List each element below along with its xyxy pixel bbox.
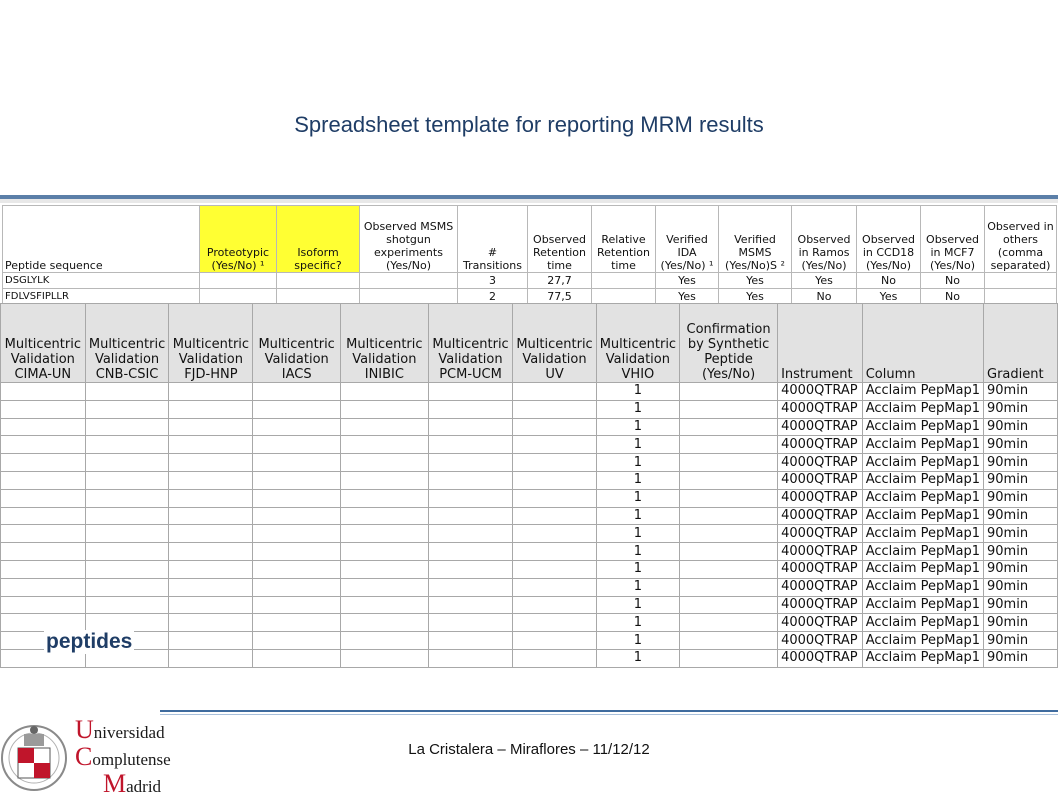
validation-cell[interactable]: Acclaim PepMap1 bbox=[862, 560, 983, 578]
validation-cell[interactable] bbox=[513, 525, 596, 543]
validation-cell[interactable] bbox=[1, 525, 86, 543]
peptide-cell[interactable]: Yes bbox=[792, 273, 857, 289]
validation-cell[interactable] bbox=[341, 543, 429, 561]
validation-cell[interactable]: 4000QTRAP bbox=[778, 632, 863, 650]
validation-cell[interactable] bbox=[1, 578, 86, 596]
validation-cell[interactable] bbox=[513, 507, 596, 525]
peptide-table bbox=[2, 205, 1057, 305]
validation-cell[interactable] bbox=[341, 632, 429, 650]
validation-cell[interactable] bbox=[85, 400, 169, 418]
validation-cell[interactable]: 4000QTRAP bbox=[778, 471, 863, 489]
validation-cell[interactable] bbox=[428, 614, 513, 632]
validation-cell[interactable] bbox=[428, 489, 513, 507]
validation-cell[interactable] bbox=[85, 454, 169, 472]
validation-cell[interactable]: 1 bbox=[596, 436, 679, 454]
validation-cell[interactable]: 1 bbox=[596, 383, 679, 401]
validation-cell[interactable] bbox=[513, 560, 596, 578]
validation-cell[interactable] bbox=[169, 596, 253, 614]
validation-cell[interactable] bbox=[253, 471, 341, 489]
validation-cell[interactable]: 1 bbox=[596, 400, 679, 418]
validation-cell[interactable] bbox=[513, 543, 596, 561]
peptide-cell[interactable]: 77,5 bbox=[528, 289, 592, 305]
validation-cell[interactable] bbox=[169, 471, 253, 489]
validation-cell[interactable] bbox=[513, 471, 596, 489]
validation-cell[interactable]: 4000QTRAP bbox=[778, 578, 863, 596]
validation-cell[interactable] bbox=[169, 525, 253, 543]
validation-cell[interactable] bbox=[253, 400, 341, 418]
peptide-header-cell[interactable]: Proteotypic (Yes/No) ¹ bbox=[200, 206, 277, 273]
validation-header-cell[interactable]: Multicentric Validation FJD-HNP bbox=[169, 304, 253, 383]
validation-cell[interactable] bbox=[680, 383, 778, 401]
peptide-cell[interactable] bbox=[985, 273, 1057, 289]
validation-cell[interactable] bbox=[253, 596, 341, 614]
peptide-cell[interactable]: No bbox=[921, 273, 985, 289]
validation-cell[interactable]: 1 bbox=[596, 418, 679, 436]
validation-cell[interactable]: 4000QTRAP bbox=[778, 454, 863, 472]
validation-cell[interactable] bbox=[680, 489, 778, 507]
validation-cell[interactable] bbox=[1, 383, 86, 401]
validation-cell[interactable] bbox=[253, 578, 341, 596]
validation-cell[interactable] bbox=[680, 560, 778, 578]
validation-cell[interactable] bbox=[253, 543, 341, 561]
validation-cell[interactable] bbox=[1, 614, 86, 632]
validation-cell[interactable] bbox=[1, 560, 86, 578]
peptide-cell[interactable]: Yes bbox=[719, 289, 792, 305]
university-name bbox=[75, 715, 171, 799]
peptide-cell[interactable] bbox=[592, 273, 656, 289]
peptide-header-cell[interactable]: # Transitions bbox=[458, 206, 528, 273]
validation-header-cell[interactable]: Multicentric Validation CIMA-UN bbox=[1, 304, 86, 383]
validation-row bbox=[1, 418, 1058, 436]
validation-cell[interactable] bbox=[341, 649, 429, 667]
validation-cell[interactable] bbox=[253, 525, 341, 543]
validation-cell[interactable]: 1 bbox=[596, 525, 679, 543]
validation-cell[interactable] bbox=[169, 507, 253, 525]
validation-cell[interactable]: 90min bbox=[984, 596, 1058, 614]
peptide-cell[interactable]: Yes bbox=[656, 289, 719, 305]
peptide-header-cell[interactable]: Verified MSMS (Yes/No)S ² bbox=[719, 206, 792, 273]
validation-cell[interactable] bbox=[513, 400, 596, 418]
validation-table-header bbox=[1, 304, 1058, 383]
validation-cell[interactable] bbox=[85, 471, 169, 489]
validation-cell[interactable] bbox=[1, 400, 86, 418]
peptide-cell[interactable]: No bbox=[857, 273, 921, 289]
validation-cell[interactable]: Acclaim PepMap1 bbox=[862, 454, 983, 472]
peptide-cell[interactable]: Yes bbox=[656, 273, 719, 289]
validation-cell[interactable]: 90min bbox=[984, 578, 1058, 596]
validation-table bbox=[0, 303, 1058, 668]
validation-cell[interactable]: 90min bbox=[984, 614, 1058, 632]
validation-cell[interactable]: 90min bbox=[984, 489, 1058, 507]
validation-cell[interactable] bbox=[85, 489, 169, 507]
validation-cell[interactable] bbox=[428, 436, 513, 454]
validation-cell[interactable]: 1 bbox=[596, 489, 679, 507]
validation-cell[interactable] bbox=[680, 507, 778, 525]
validation-cell[interactable] bbox=[341, 560, 429, 578]
validation-cell[interactable] bbox=[1, 436, 86, 454]
validation-cell[interactable] bbox=[1, 596, 86, 614]
validation-cell[interactable] bbox=[253, 614, 341, 632]
validation-cell[interactable]: Acclaim PepMap1 bbox=[862, 543, 983, 561]
validation-cell[interactable] bbox=[85, 436, 169, 454]
validation-cell[interactable] bbox=[169, 489, 253, 507]
validation-cell[interactable] bbox=[341, 507, 429, 525]
validation-row bbox=[1, 578, 1058, 596]
validation-cell[interactable]: Acclaim PepMap1 bbox=[862, 436, 983, 454]
validation-cell[interactable] bbox=[513, 632, 596, 650]
validation-cell[interactable] bbox=[428, 418, 513, 436]
peptide-table-header bbox=[3, 206, 1057, 273]
validation-header-cell[interactable]: Column bbox=[862, 304, 983, 383]
validation-cell[interactable]: 1 bbox=[596, 614, 679, 632]
validation-cell[interactable] bbox=[1, 454, 86, 472]
validation-header-cell[interactable]: Instrument bbox=[778, 304, 863, 383]
peptide-header-cell[interactable]: Verified IDA (Yes/No) ¹ bbox=[656, 206, 719, 273]
peptide-cell[interactable]: No bbox=[921, 289, 985, 305]
validation-cell[interactable] bbox=[341, 578, 429, 596]
validation-cell[interactable] bbox=[428, 560, 513, 578]
validation-cell[interactable] bbox=[1, 418, 86, 436]
university-line-3: Madrid bbox=[103, 769, 162, 798]
peptide-cell[interactable] bbox=[200, 273, 277, 289]
validation-cell[interactable] bbox=[169, 614, 253, 632]
validation-cell[interactable] bbox=[341, 471, 429, 489]
validation-cell[interactable]: Acclaim PepMap1 bbox=[862, 489, 983, 507]
validation-cell[interactable] bbox=[169, 543, 253, 561]
validation-cell[interactable] bbox=[169, 383, 253, 401]
validation-cell[interactable] bbox=[341, 525, 429, 543]
peptide-cell[interactable]: 27,7 bbox=[528, 273, 592, 289]
peptide-row bbox=[3, 273, 1057, 289]
validation-row bbox=[1, 632, 1058, 650]
peptide-cell[interactable]: 3 bbox=[458, 273, 528, 289]
validation-cell[interactable] bbox=[680, 596, 778, 614]
validation-cell[interactable]: 90min bbox=[984, 507, 1058, 525]
peptide-header-cell[interactable]: Relative Retention time bbox=[592, 206, 656, 273]
validation-cell[interactable] bbox=[253, 383, 341, 401]
validation-cell[interactable]: 90min bbox=[984, 454, 1058, 472]
peptide-cell[interactable]: Yes bbox=[719, 273, 792, 289]
validation-cell[interactable] bbox=[253, 560, 341, 578]
peptide-cell[interactable]: DSGLYLK bbox=[3, 273, 200, 289]
validation-cell[interactable] bbox=[341, 436, 429, 454]
peptide-cell[interactable]: FDLVSFIPLLR bbox=[3, 289, 200, 305]
validation-cell[interactable] bbox=[513, 649, 596, 667]
validation-cell[interactable] bbox=[253, 436, 341, 454]
validation-cell[interactable] bbox=[428, 578, 513, 596]
university-line-1: Universidad bbox=[75, 715, 165, 744]
validation-cell[interactable] bbox=[85, 418, 169, 436]
spreadsheet-bottom bbox=[0, 303, 1058, 668]
peptide-cell[interactable] bbox=[360, 273, 458, 289]
validation-cell[interactable]: Acclaim PepMap1 bbox=[862, 578, 983, 596]
footer-divider-light bbox=[160, 714, 1058, 715]
validation-cell[interactable] bbox=[513, 578, 596, 596]
peptide-header-cell[interactable]: Observed MSMS shotgun experiments (Yes/No) bbox=[360, 206, 458, 273]
validation-cell[interactable] bbox=[1, 471, 86, 489]
validation-cell[interactable] bbox=[428, 400, 513, 418]
validation-cell[interactable]: 4000QTRAP bbox=[778, 596, 863, 614]
validation-row bbox=[1, 454, 1058, 472]
validation-cell[interactable]: 4000QTRAP bbox=[778, 649, 863, 667]
validation-cell[interactable] bbox=[85, 578, 169, 596]
validation-cell[interactable] bbox=[253, 649, 341, 667]
validation-cell[interactable] bbox=[169, 436, 253, 454]
validation-cell[interactable]: Acclaim PepMap1 bbox=[862, 596, 983, 614]
validation-cell[interactable]: 1 bbox=[596, 507, 679, 525]
validation-header-cell[interactable]: Multicentric Validation PCM-UCM bbox=[428, 304, 513, 383]
validation-cell[interactable] bbox=[169, 418, 253, 436]
validation-cell[interactable] bbox=[253, 418, 341, 436]
peptide-header-cell[interactable]: Observed in MCF7 (Yes/No) bbox=[921, 206, 985, 273]
validation-cell[interactable]: 90min bbox=[984, 525, 1058, 543]
validation-row bbox=[1, 614, 1058, 632]
validation-cell[interactable]: 90min bbox=[984, 436, 1058, 454]
validation-row bbox=[1, 560, 1058, 578]
validation-row bbox=[1, 596, 1058, 614]
validation-cell[interactable] bbox=[513, 489, 596, 507]
validation-cell[interactable] bbox=[680, 632, 778, 650]
spreadsheet-top bbox=[0, 195, 1058, 304]
validation-cell[interactable] bbox=[428, 383, 513, 401]
validation-cell[interactable]: 4000QTRAP bbox=[778, 418, 863, 436]
validation-cell[interactable]: Acclaim PepMap1 bbox=[862, 632, 983, 650]
validation-cell[interactable] bbox=[253, 507, 341, 525]
validation-cell[interactable] bbox=[428, 649, 513, 667]
validation-cell[interactable] bbox=[85, 560, 169, 578]
validation-cell[interactable] bbox=[428, 543, 513, 561]
validation-cell[interactable]: 4000QTRAP bbox=[778, 436, 863, 454]
validation-cell[interactable]: Acclaim PepMap1 bbox=[862, 507, 983, 525]
validation-cell[interactable]: 1 bbox=[596, 543, 679, 561]
validation-cell[interactable]: 90min bbox=[984, 560, 1058, 578]
validation-cell[interactable]: Acclaim PepMap1 bbox=[862, 418, 983, 436]
validation-cell[interactable] bbox=[428, 596, 513, 614]
validation-cell[interactable]: 1 bbox=[596, 578, 679, 596]
validation-cell[interactable] bbox=[169, 560, 253, 578]
validation-cell[interactable]: 4000QTRAP bbox=[778, 383, 863, 401]
validation-cell[interactable]: 1 bbox=[596, 649, 679, 667]
validation-cell[interactable] bbox=[513, 418, 596, 436]
validation-cell[interactable] bbox=[680, 543, 778, 561]
validation-row bbox=[1, 471, 1058, 489]
validation-cell[interactable] bbox=[341, 596, 429, 614]
peptide-header-cell[interactable]: Observed Retention time bbox=[528, 206, 592, 273]
validation-header-cell[interactable]: Multicentric Validation INIBIC bbox=[341, 304, 429, 383]
validation-cell[interactable] bbox=[680, 578, 778, 596]
validation-cell[interactable] bbox=[513, 596, 596, 614]
validation-cell[interactable] bbox=[1, 543, 86, 561]
validation-cell[interactable] bbox=[85, 543, 169, 561]
validation-cell[interactable]: 1 bbox=[596, 454, 679, 472]
validation-cell[interactable]: 4000QTRAP bbox=[778, 507, 863, 525]
peptide-header-cell[interactable]: Observed in others (comma separated) bbox=[985, 206, 1057, 273]
spreadsheet-top-strip bbox=[0, 199, 1058, 203]
validation-row bbox=[1, 507, 1058, 525]
validation-cell[interactable] bbox=[680, 418, 778, 436]
validation-cell[interactable]: Acclaim PepMap1 bbox=[862, 471, 983, 489]
validation-row bbox=[1, 649, 1058, 667]
validation-cell[interactable] bbox=[341, 614, 429, 632]
validation-cell[interactable] bbox=[85, 525, 169, 543]
validation-header-cell[interactable]: Multicentric Validation UV bbox=[513, 304, 596, 383]
validation-cell[interactable] bbox=[85, 383, 169, 401]
validation-cell[interactable]: 4000QTRAP bbox=[778, 489, 863, 507]
validation-cell[interactable] bbox=[428, 471, 513, 489]
validation-cell[interactable] bbox=[341, 418, 429, 436]
validation-cell[interactable]: 90min bbox=[984, 649, 1058, 667]
validation-row bbox=[1, 543, 1058, 561]
validation-cell[interactable] bbox=[680, 614, 778, 632]
validation-cell[interactable]: 90min bbox=[984, 471, 1058, 489]
validation-cell[interactable] bbox=[428, 632, 513, 650]
validation-cell[interactable] bbox=[85, 614, 169, 632]
validation-cell[interactable] bbox=[253, 454, 341, 472]
validation-cell[interactable] bbox=[428, 507, 513, 525]
validation-header-cell[interactable]: Multicentric Validation VHIO bbox=[596, 304, 679, 383]
validation-cell[interactable]: 4000QTRAP bbox=[778, 525, 863, 543]
validation-cell[interactable] bbox=[341, 400, 429, 418]
validation-cell[interactable]: Acclaim PepMap1 bbox=[862, 400, 983, 418]
validation-row bbox=[1, 436, 1058, 454]
validation-cell[interactable]: Acclaim PepMap1 bbox=[862, 525, 983, 543]
validation-cell[interactable] bbox=[680, 400, 778, 418]
peptides-label: peptides bbox=[46, 630, 133, 653]
validation-cell[interactable]: 90min bbox=[984, 543, 1058, 561]
validation-row bbox=[1, 400, 1058, 418]
validation-cell[interactable] bbox=[169, 578, 253, 596]
validation-cell[interactable]: 4000QTRAP bbox=[778, 614, 863, 632]
validation-cell[interactable] bbox=[680, 471, 778, 489]
validation-cell[interactable]: 1 bbox=[596, 596, 679, 614]
validation-cell[interactable]: 90min bbox=[984, 400, 1058, 418]
validation-row bbox=[1, 525, 1058, 543]
validation-cell[interactable] bbox=[253, 632, 341, 650]
validation-cell[interactable] bbox=[428, 525, 513, 543]
peptide-header-cell[interactable]: Observed in Ramos (Yes/No) bbox=[792, 206, 857, 273]
validation-cell[interactable] bbox=[1, 507, 86, 525]
validation-header-cell[interactable]: Multicentric Validation CNB-CSIC bbox=[85, 304, 169, 383]
validation-cell[interactable]: 1 bbox=[596, 560, 679, 578]
footer-divider bbox=[160, 710, 1058, 712]
peptide-cell[interactable]: 2 bbox=[458, 289, 528, 305]
validation-cell[interactable] bbox=[85, 507, 169, 525]
validation-cell[interactable] bbox=[341, 489, 429, 507]
validation-cell[interactable] bbox=[513, 454, 596, 472]
peptide-cell[interactable]: Yes bbox=[857, 289, 921, 305]
validation-cell[interactable]: 4000QTRAP bbox=[778, 560, 863, 578]
validation-cell[interactable] bbox=[169, 400, 253, 418]
validation-header-cell[interactable]: Confirmation by Synthetic Peptide (Yes/No) bbox=[680, 304, 778, 383]
validation-cell[interactable]: 1 bbox=[596, 632, 679, 650]
validation-cell[interactable] bbox=[169, 632, 253, 650]
footer-text: La Cristalera – Miraflores – 11/12/12 bbox=[408, 741, 650, 758]
validation-cell[interactable]: 4000QTRAP bbox=[778, 400, 863, 418]
validation-cell[interactable] bbox=[1, 489, 86, 507]
validation-cell[interactable]: 90min bbox=[984, 632, 1058, 650]
validation-cell[interactable] bbox=[428, 454, 513, 472]
validation-cell[interactable] bbox=[513, 614, 596, 632]
validation-cell[interactable] bbox=[680, 454, 778, 472]
validation-header-cell[interactable]: Gradient bbox=[984, 304, 1058, 383]
validation-cell[interactable] bbox=[85, 596, 169, 614]
validation-cell[interactable] bbox=[513, 436, 596, 454]
validation-cell[interactable]: 90min bbox=[984, 383, 1058, 401]
peptide-cell[interactable]: No bbox=[792, 289, 857, 305]
validation-cell[interactable] bbox=[253, 489, 341, 507]
validation-cell[interactable]: Acclaim PepMap1 bbox=[862, 383, 983, 401]
peptide-header-cell[interactable]: Isoform specific? bbox=[277, 206, 360, 273]
validation-row bbox=[1, 489, 1058, 507]
validation-header-cell[interactable]: Multicentric Validation IACS bbox=[253, 304, 341, 383]
validation-cell[interactable] bbox=[680, 525, 778, 543]
validation-cell[interactable] bbox=[513, 383, 596, 401]
peptide-cell[interactable] bbox=[277, 273, 360, 289]
validation-row bbox=[1, 383, 1058, 401]
validation-cell[interactable] bbox=[341, 454, 429, 472]
validation-cell[interactable] bbox=[680, 436, 778, 454]
slide-title: Spreadsheet template for reporting MRM results bbox=[294, 112, 764, 137]
validation-cell[interactable]: 4000QTRAP bbox=[778, 543, 863, 561]
validation-cell[interactable]: Acclaim PepMap1 bbox=[862, 614, 983, 632]
validation-cell[interactable]: 90min bbox=[984, 418, 1058, 436]
validation-cell[interactable] bbox=[680, 649, 778, 667]
peptide-header-cell[interactable]: Observed in CCD18 (Yes/No) bbox=[857, 206, 921, 273]
validation-cell[interactable]: 1 bbox=[596, 471, 679, 489]
peptide-header-cell[interactable]: Peptide sequence bbox=[3, 206, 200, 273]
validation-cell[interactable]: Acclaim PepMap1 bbox=[862, 649, 983, 667]
university-line-2: Complutense bbox=[75, 742, 171, 771]
validation-cell[interactable] bbox=[169, 454, 253, 472]
validation-cell[interactable] bbox=[169, 649, 253, 667]
validation-cell[interactable] bbox=[341, 383, 429, 401]
